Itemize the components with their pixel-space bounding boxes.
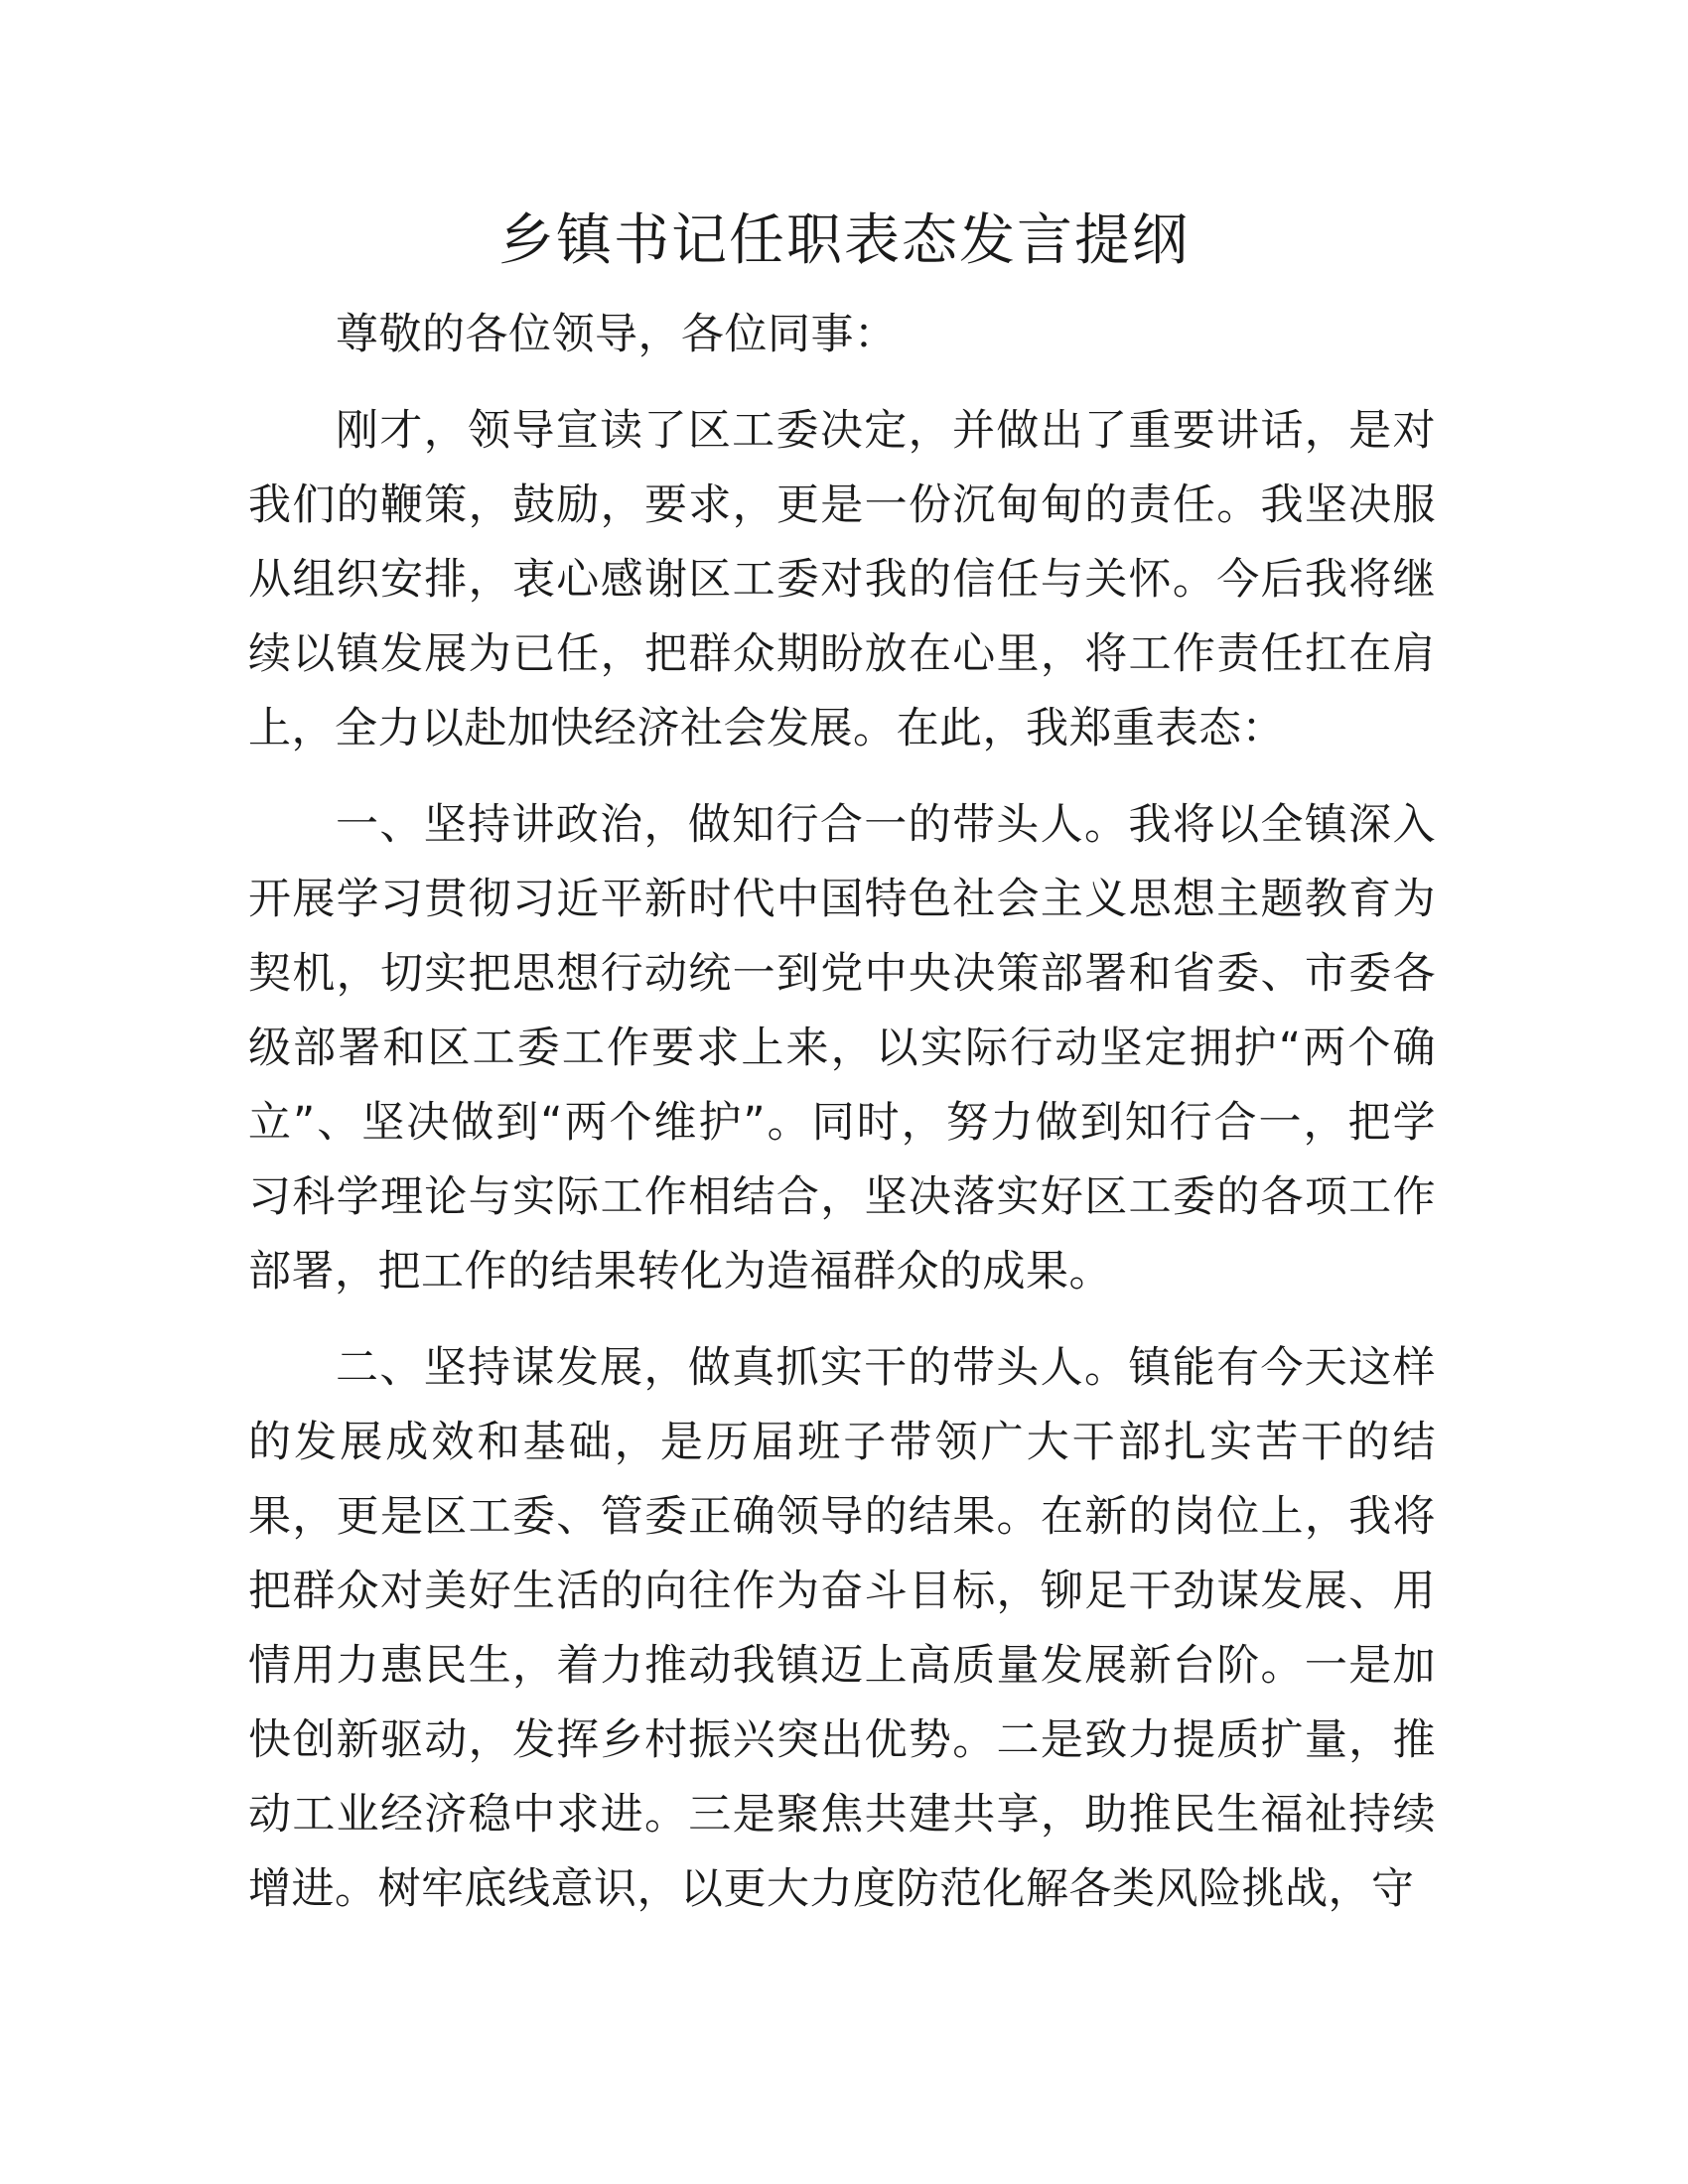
opening-paragraph: 刚才，领导宣读了区工委决定，并做出了重要讲话，是对我们的鞭策，鼓励，要求，更是一份沉甸甸的责任。我坚决服从组织安排，衷心感谢区工委对我的信任与关怀。今后我将继续以镇发展为已任，把群众期盼放在心里，将工作责任扛在肩上，全力以赴加快经济社会发展。在此，我郑重表态： xyxy=(248,406,1436,753)
document-title: 乡镇书记任职表态发言提纲 xyxy=(498,208,1190,273)
salutation-paragraph: 尊敬的各位领导，各位同事： xyxy=(336,310,898,359)
document-body xyxy=(248,298,1436,1927)
point-two-paragraph: 二、坚持谋发展，做真抓实干的带头人。镇能有今天这样的发展成效和基础，是历届班子带领广大干部扎实苦干的结果，更是区工委、管委正确领导的结果。在新的岗位上，我将把群众对美好生活的向往作为奋斗目标，铆足干劲谋发展、用情用力惠民生，着力推动我镇迈上高质量发展新台阶。一是加快创新驱动，发挥乡村振兴突出优势。二是致力提质扩量，推动工业经济稳中求进。三是聚焦共建共享，助推民生福祉持续增进。树牢底线意识，以更大力度防范化解各类风险挑战，守 xyxy=(248,1343,1436,1914)
point-one-paragraph: 一、坚持讲政治，做知行合一的带头人。我将以全镇深入开展学习贯彻习近平新时代中国特色社会主义思想主题教育为契机，切实把思想行动统一到党中央决策部署和省委、市委各级部署和区工委工作要求上来，以实际行动坚定拥护“两个确立”、坚决做到“两个维护”。同时，努力做到知行合一，把学习科学理论与实际工作相结合，坚决落实好区工委的各项工作部署，把工作的结果转化为造福群众的成果。 xyxy=(248,800,1436,1297)
